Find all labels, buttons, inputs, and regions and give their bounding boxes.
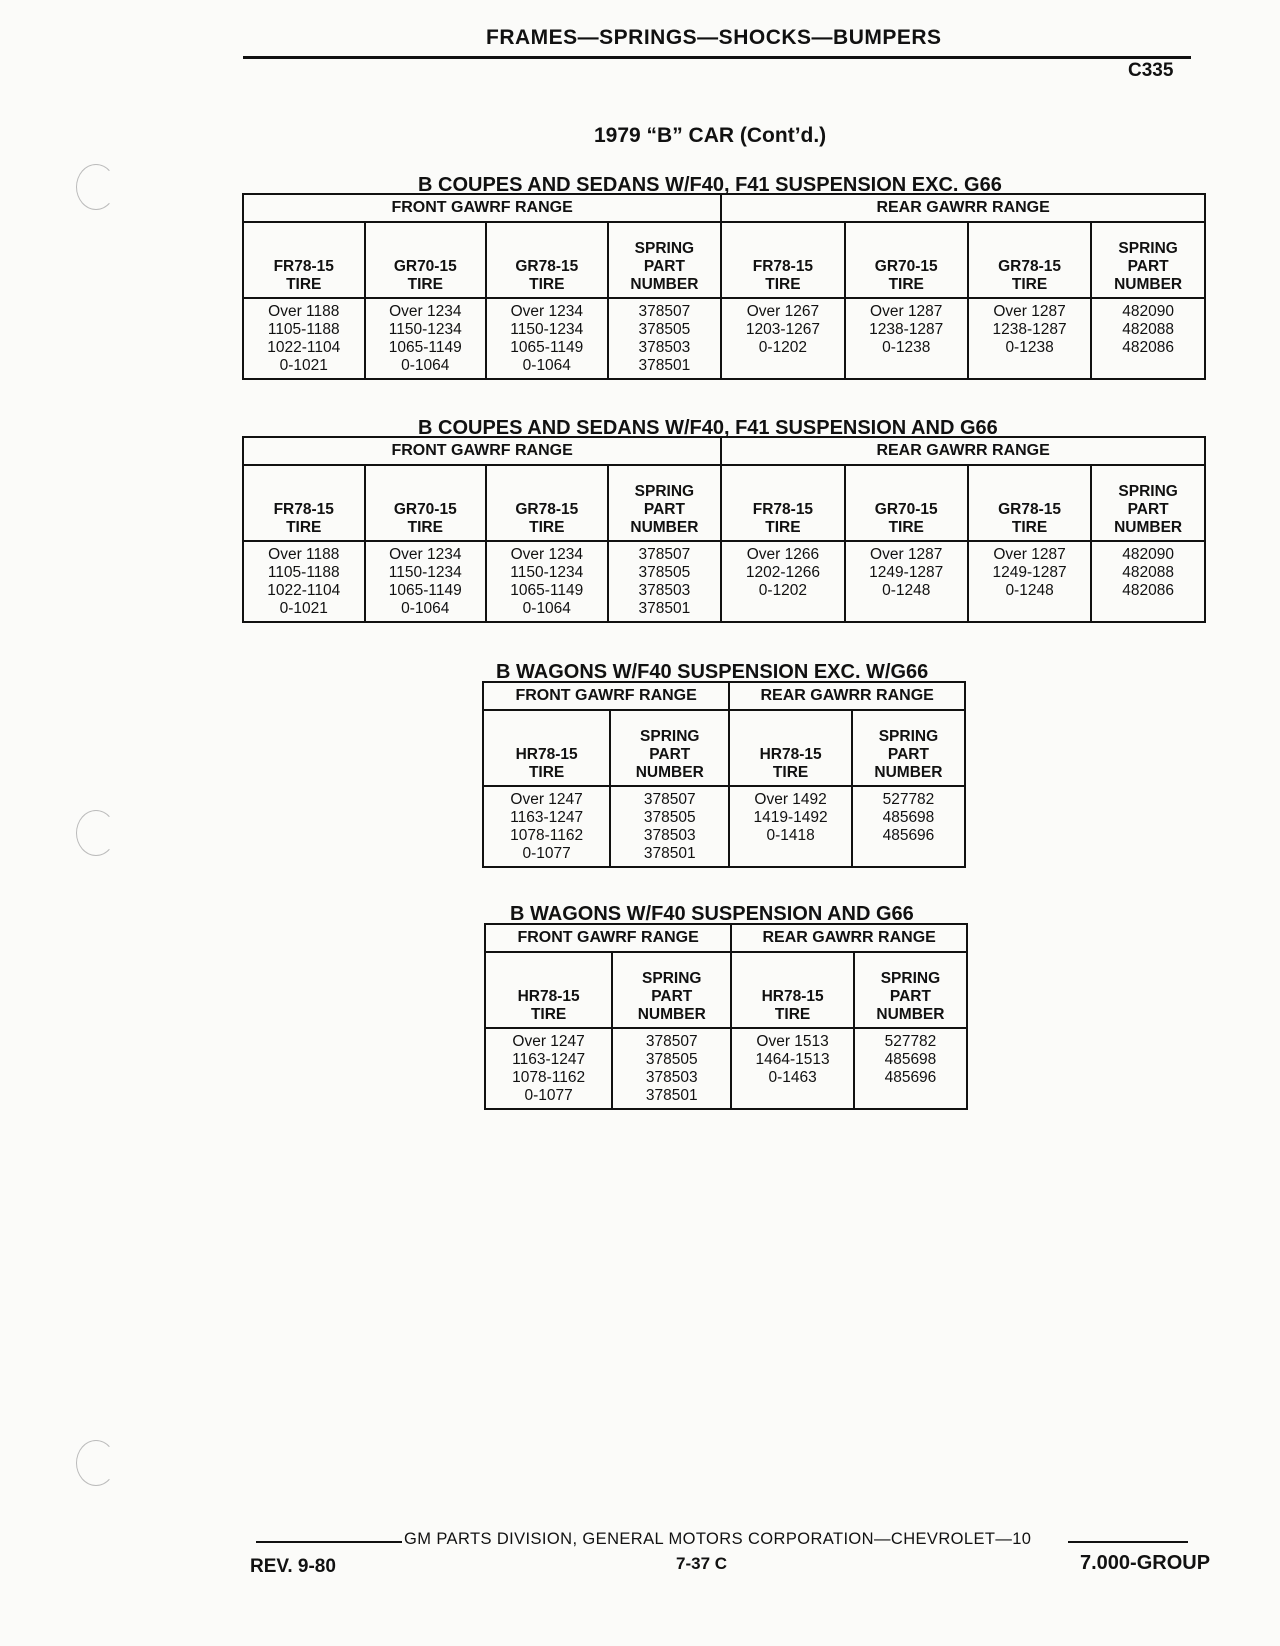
table-4-title: B WAGONS W/F40 SUSPENSION AND G66 (510, 903, 914, 925)
footer-rule-left (256, 1541, 402, 1543)
header-rule (243, 56, 1191, 59)
data-cell: Over 1234 1150-1234 1065-1149 0-1064 (486, 541, 608, 622)
front-range-header: FRONT GAWRF RANGE (243, 437, 721, 465)
column-header: GR78-15 TIRE (968, 222, 1091, 298)
column-header: GR70-15 TIRE (845, 465, 968, 541)
front-range-header: FRONT GAWRF RANGE (243, 194, 721, 222)
table-2-title: B COUPES AND SEDANS W/F40, F41 SUSPENSION AND G66 (418, 417, 998, 439)
column-header: GR70-15 TIRE (365, 222, 487, 298)
column-header: FR78-15 TIRE (243, 222, 365, 298)
data-cell: Over 1267 1203-1267 0-1202 (721, 298, 844, 379)
data-cell: 378507 378505 378503 378501 (608, 541, 722, 622)
footer-corporation: GM PARTS DIVISION, GENERAL MOTORS CORPORATION—CHEVROLET—10 (404, 1530, 1032, 1548)
data-cell: Over 1234 1150-1234 1065-1149 0-1064 (365, 298, 487, 379)
table-3-title: B WAGONS W/F40 SUSPENSION EXC. W/G66 (496, 661, 929, 683)
column-header: SPRING PART NUMBER (610, 710, 729, 786)
table-3 (482, 681, 966, 868)
binder-hole-middle (76, 810, 116, 856)
column-header: SPRING PART NUMBER (608, 222, 722, 298)
data-cell: Over 1513 1464-1513 0-1463 (731, 1028, 854, 1109)
data-cell: Over 1492 1419-1492 0-1418 (729, 786, 852, 867)
rear-range-header: REAR GAWRR RANGE (729, 682, 965, 710)
column-header: HR78-15 TIRE (485, 952, 612, 1028)
table-1-title: B COUPES AND SEDANS W/F40, F41 SUSPENSION EXC. G66 (418, 174, 1002, 196)
column-header: HR78-15 TIRE (731, 952, 854, 1028)
page-code: C335 (1128, 60, 1174, 81)
data-cell: Over 1266 1202-1266 0-1202 (721, 541, 844, 622)
data-cell: Over 1287 1249-1287 0-1248 (845, 541, 968, 622)
column-header: SPRING PART NUMBER (854, 952, 967, 1028)
binder-hole-top (76, 164, 116, 210)
column-header: GR78-15 TIRE (486, 465, 608, 541)
front-range-header: FRONT GAWRF RANGE (483, 682, 729, 710)
data-cell: 527782 485698 485696 (852, 786, 965, 867)
data-cell: Over 1234 1150-1234 1065-1149 0-1064 (486, 298, 608, 379)
rear-range-header: REAR GAWRR RANGE (721, 194, 1205, 222)
data-cell: Over 1287 1238-1287 0-1238 (968, 298, 1091, 379)
column-header: SPRING PART NUMBER (612, 952, 731, 1028)
data-cell: Over 1287 1238-1287 0-1238 (845, 298, 968, 379)
rear-range-header: REAR GAWRR RANGE (731, 924, 967, 952)
data-cell: 378507 378505 378503 378501 (608, 298, 722, 379)
column-header: FR78-15 TIRE (721, 465, 844, 541)
column-header: GR78-15 TIRE (486, 222, 608, 298)
rear-range-header: REAR GAWRR RANGE (721, 437, 1205, 465)
column-header: SPRING PART NUMBER (1091, 222, 1205, 298)
data-cell: 482090 482088 482086 (1091, 298, 1205, 379)
data-cell: Over 1188 1105-1188 1022-1104 0-1021 (243, 298, 365, 379)
column-header: FR78-15 TIRE (243, 465, 365, 541)
column-header: GR70-15 TIRE (365, 465, 487, 541)
page-subtitle: 1979 “B” CAR (Cont’d.) (594, 124, 827, 147)
table-4 (484, 923, 968, 1110)
footer-page-number: 7-37 C (676, 1554, 728, 1573)
data-cell: Over 1247 1163-1247 1078-1162 0-1077 (483, 786, 610, 867)
column-header: GR70-15 TIRE (845, 222, 968, 298)
column-header: SPRING PART NUMBER (1091, 465, 1205, 541)
data-cell: 378507 378505 378503 378501 (612, 1028, 731, 1109)
footer-revision: REV. 9-80 (250, 1556, 336, 1577)
footer-group: 7.000-GROUP (1080, 1552, 1211, 1574)
binder-hole-bottom (76, 1440, 116, 1486)
data-cell: Over 1188 1105-1188 1022-1104 0-1021 (243, 541, 365, 622)
column-header: SPRING PART NUMBER (608, 465, 722, 541)
data-cell: 378507 378505 378503 378501 (610, 786, 729, 867)
column-header: GR78-15 TIRE (968, 465, 1091, 541)
column-header: SPRING PART NUMBER (852, 710, 965, 786)
running-title: FRAMES—SPRINGS—SHOCKS—BUMPERS (486, 26, 942, 49)
data-cell: Over 1287 1249-1287 0-1248 (968, 541, 1091, 622)
data-cell: 482090 482088 482086 (1091, 541, 1205, 622)
footer-rule-right (1068, 1541, 1188, 1543)
data-cell: Over 1234 1150-1234 1065-1149 0-1064 (365, 541, 487, 622)
data-cell: 527782 485698 485696 (854, 1028, 967, 1109)
data-cell: Over 1247 1163-1247 1078-1162 0-1077 (485, 1028, 612, 1109)
table-2 (242, 436, 1206, 623)
column-header: HR78-15 TIRE (483, 710, 610, 786)
front-range-header: FRONT GAWRF RANGE (485, 924, 731, 952)
table-1 (242, 193, 1206, 380)
column-header: FR78-15 TIRE (721, 222, 844, 298)
column-header: HR78-15 TIRE (729, 710, 852, 786)
